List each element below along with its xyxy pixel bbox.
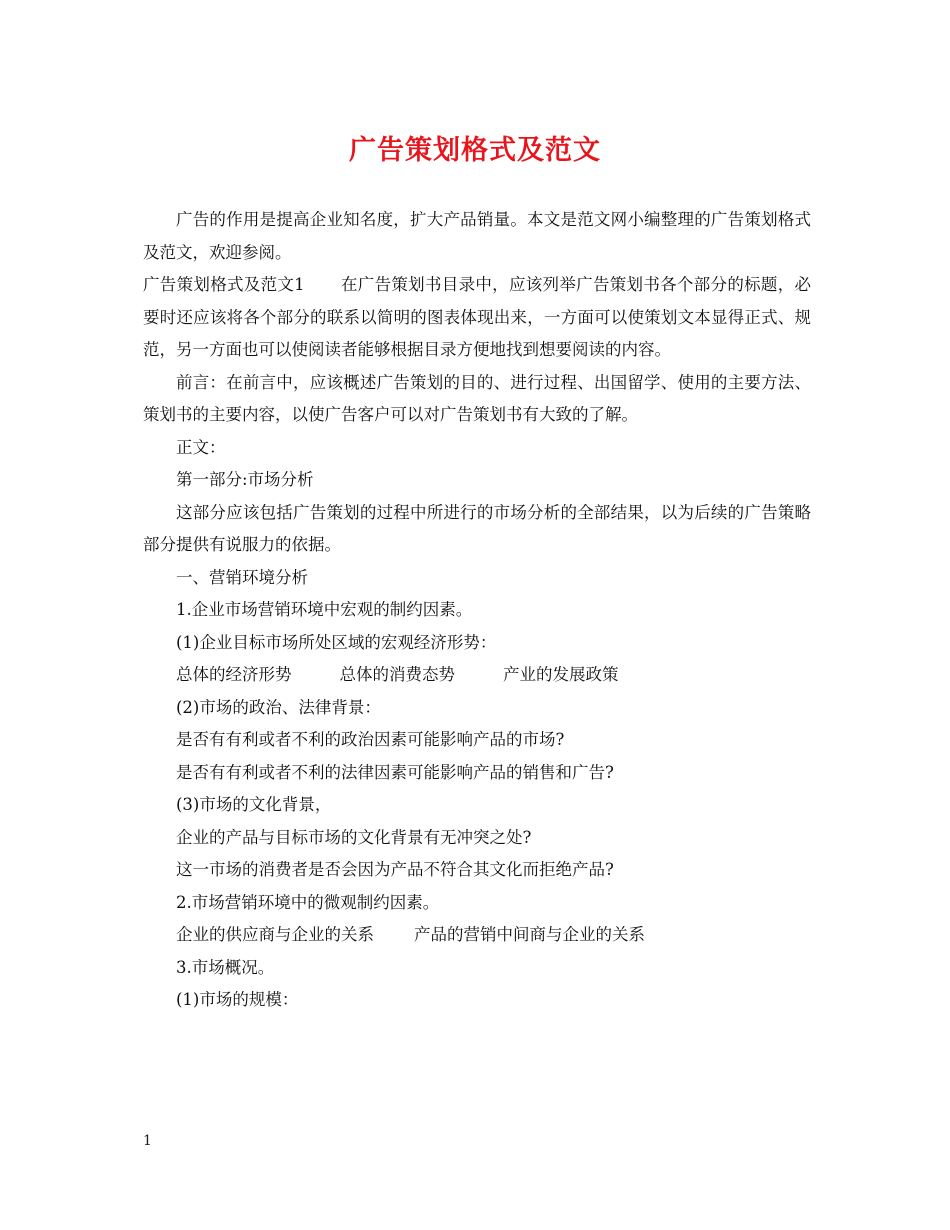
question-culture-1: 企业的产品与目标市场的文化背景有无冲突之处? (176, 827, 532, 847)
item-one: 一、营销环境分析 (176, 567, 308, 587)
macro-factor-b: 总体的消费态势 (339, 665, 455, 684)
document-title: 广告策划格式及范文 (349, 135, 601, 166)
item-1: 1.企业市场营销环境中宏观的制约因素。 (176, 600, 473, 619)
page-number: 1 (143, 1133, 152, 1149)
item-2: 2.市场营销环境中的微观制约因素。 (176, 892, 440, 912)
item-1-3: (3)市场的文化背景， (176, 795, 332, 814)
part1-paragraph: 这部分应该包括广告策划的过程中所进行的市场分析的全部结果，以为后续的广告策略部分提供有说服力的依据。 (143, 502, 811, 554)
micro-factor-b: 产品的营销中间商与企业的关系 (414, 925, 645, 944)
question-law: 是否有有利或者不利的法律因素可能影响产品的销售和广告? (176, 762, 614, 782)
item-3-1: (1)市场的规模： (176, 990, 299, 1009)
macro-factor-a: 总体的经济形势 (176, 665, 292, 684)
micro-factor-a: 企业的供应商与企业的关系 (176, 925, 374, 944)
macro-factor-c: 产业的发展政策 (503, 665, 619, 684)
intro-paragraph: 广告的作用是提高企业知名度，扩大产品销量。本文是范文网小编整理的广告策划格式及范文，欢迎参阅。 (143, 210, 811, 262)
document-body (143, 204, 811, 1017)
macro-factors-line (143, 659, 811, 692)
part1-heading: 第一部分:市场分析 (176, 470, 314, 489)
item-1-1: (1)企业目标市场所处区域的宏观经济形势： (176, 632, 497, 652)
body-label: 正文： (176, 437, 226, 457)
item-3: 3.市场概况。 (176, 957, 275, 977)
question-culture-2: 这一市场的消费者是否会因为产品不符合其文化而拒绝产品? (176, 860, 614, 879)
section1-paragraph (143, 269, 811, 367)
section1-text: 在广告策划书目录中，应该列举广告策划书各个部分的标题，必要时还应该将各个部分的联系以简明的图表体现出来，一方面可以使策划文本显得正式、规范，另一方面也可以使阅读者能够根据目录方便地找到想要阅读的内容。 (143, 275, 812, 359)
item-1-2: (2)市场的政治、法律背景： (176, 697, 381, 717)
question-politics: 是否有有利或者不利的政治因素可能影响产品的市场? (176, 730, 565, 749)
micro-factors-line (143, 919, 811, 952)
preface-paragraph: 前言：在前言中，应该概述广告策划的目的、进行过程、出国留学、使用的主要方法、策划书的主要内容，以使广告客户可以对广告策划书有大致的了解。 (143, 372, 811, 424)
section1-heading: 广告策划格式及范文1 (143, 275, 305, 294)
